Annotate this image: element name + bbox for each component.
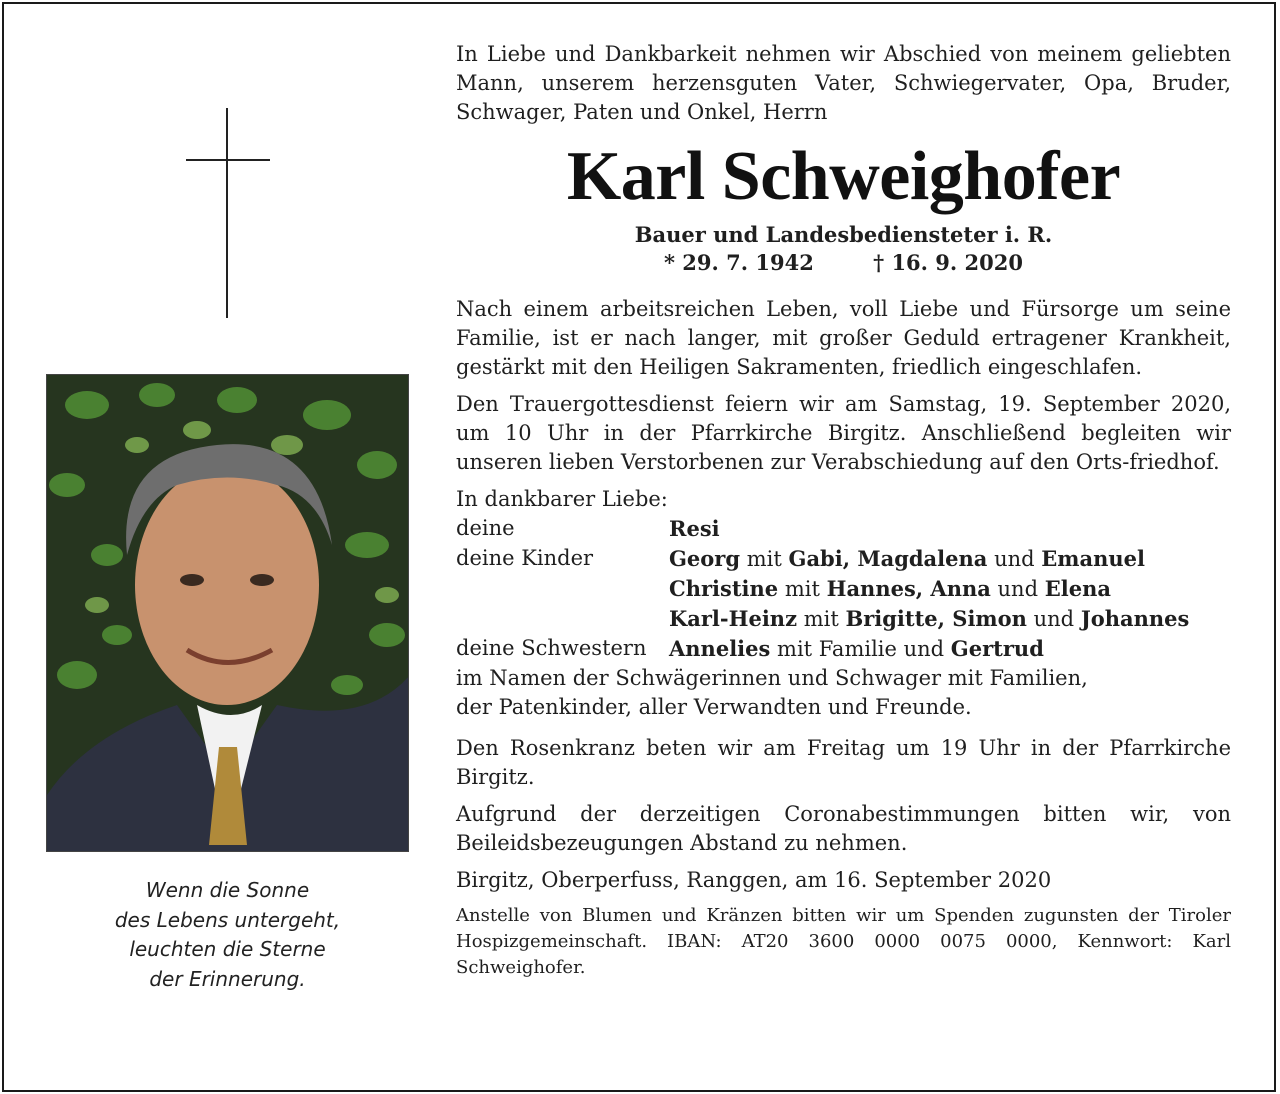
mourner-name: Gabi, Magdalena <box>788 546 988 571</box>
quote-line: leuchten die Sterne <box>129 937 326 961</box>
donation-note: Anstelle von Blumen und Kränzen bitten wir um Spenden zugunsten der Tiroler Hospizgemeinschaft. IBAN: AT20 3600 0000 0075 0000, Kennwort: Karl Schweighofer. <box>456 905 1231 978</box>
mourner-name: Johannes <box>1080 606 1190 631</box>
quote-line: Wenn die Sonne <box>145 878 310 902</box>
connector: und <box>1033 607 1075 631</box>
cross-icon <box>186 108 270 318</box>
connector: und <box>994 547 1035 571</box>
quote-line: der Erinnerung. <box>149 966 306 991</box>
mourner-name: Emanuel <box>1041 546 1145 571</box>
mourner-row <box>456 634 1231 664</box>
death-date: † 16. 9. 2020 <box>873 250 1023 275</box>
mourner-name: Georg <box>669 546 741 571</box>
memorial-quote <box>80 876 375 994</box>
portrait-illustration <box>47 375 409 852</box>
birth-date: * 29. 7. 1942 <box>664 250 814 275</box>
mourner-label: deine Schwestern <box>456 636 647 660</box>
place-date: Birgitz, Oberperfuss, Ranggen, am 16. September 2020 <box>456 868 1052 892</box>
mourner-name: Karl-Heinz <box>669 606 797 631</box>
mourners-heading: In dankbarer Liebe: <box>456 487 668 511</box>
mourners-list <box>456 485 1231 722</box>
connector: mit <box>784 577 820 601</box>
mourners-extra: der Patenkinder, aller Verwandten und Freunde. <box>456 695 972 719</box>
quote-line: des Lebens untergeht, <box>114 907 341 932</box>
profession: Bauer und Landesbediensteter i. R. <box>634 222 1053 247</box>
mourner-name: Resi <box>669 516 720 541</box>
mourner-row <box>456 574 1231 604</box>
intro-text: In Liebe und Dankbarkeit nehmen wir Abschied von meinem geliebten Mann, unserem herzensguten Vater, Schwiegervater, Opa, Bruder, Schwager, Paten und Onkel, Herrn <box>456 42 1231 124</box>
mourner-name: Hannes, Anna <box>826 576 991 601</box>
mourner-row <box>456 514 1231 544</box>
paragraph-corona: Aufgrund der derzeitigen Coronabestimmungen bitten wir, von Beileidsbezeugungen Abstand zu nehmen. <box>456 802 1231 855</box>
mourner-name: Elena <box>1044 576 1111 601</box>
mourners-extra: im Namen der Schwägerinnen und Schwager mit Familien, <box>456 666 1088 690</box>
paragraph-service: Den Trauergottesdienst feiern wir am Samstag, 19. September 2020, um 10 Uhr in der Pfarrkirche Birgitz. Anschließend begleiten wir unseren lieben Verstorbenen zur Verabschiedung auf den Orts-friedhof. <box>456 392 1231 474</box>
mourner-name: Brigitte, Simon <box>845 606 1027 631</box>
connector: und <box>997 577 1039 601</box>
portrait-photo <box>46 374 409 852</box>
mourner-name: Gertrud <box>950 636 1044 661</box>
notice-body <box>456 40 1231 981</box>
paragraph-rosary: Den Rosenkranz beten wir am Freitag um 19 Uhr in der Pfarrkirche Birgitz. <box>456 736 1231 789</box>
connector: mit <box>746 547 782 571</box>
mourner-row <box>456 604 1231 634</box>
mourner-label: deine <box>456 516 515 540</box>
mourner-row <box>456 544 1231 574</box>
mourner-label: deine Kinder <box>456 546 594 570</box>
mourner-name: Christine <box>669 576 779 601</box>
mourner-name: Annelies <box>669 636 771 661</box>
deceased-name: Karl Schweighofer <box>566 138 1121 215</box>
connector: mit Familie und <box>777 637 945 661</box>
connector: mit <box>803 607 839 631</box>
paragraph-life: Nach einem arbeitsreichen Leben, voll Liebe und Fürsorge um seine Familie, ist er nach langer, mit großer Geduld ertragener Krankheit, gestärkt mit den Heiligen Sakramenten, friedlich eingeschlafen. <box>456 297 1231 379</box>
life-dates <box>456 249 1231 277</box>
